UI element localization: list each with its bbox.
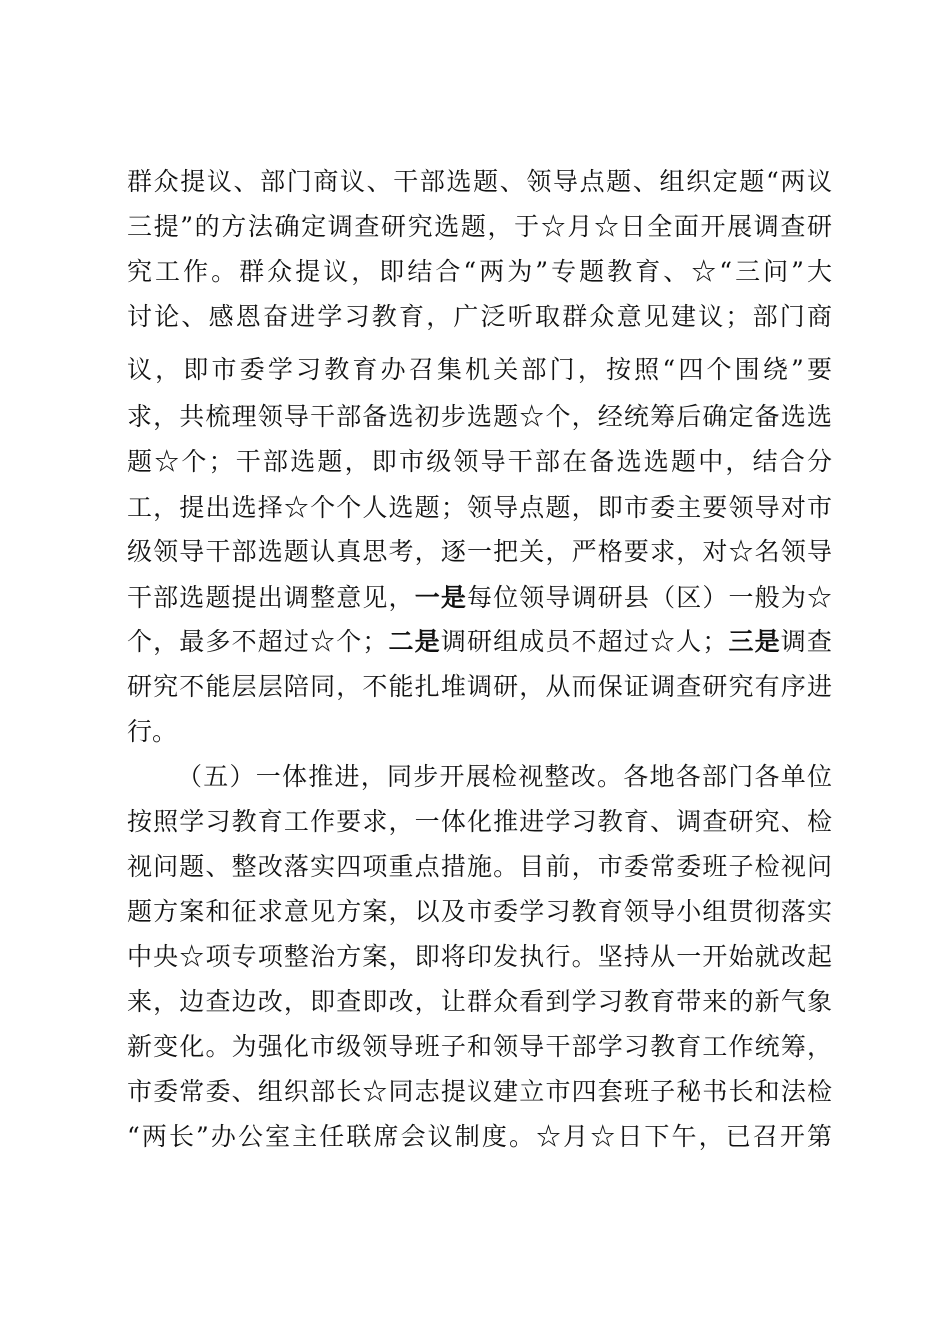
paragraph-1-line-4: 讨论、感恩奋进学习教育，广泛听取群众意见建议；部门商: [127, 302, 832, 331]
paragraph-1-line-13: 行。: [127, 717, 178, 746]
paragraph-1-line-3: 究工作。群众提议，即结合“两为”专题教育、☆“三问”大: [127, 257, 832, 286]
paragraph-1-line-11: 个，最多不超过☆个；二是调研组成员不超过☆人；三是调查: [127, 627, 832, 656]
paragraph-1-line-1: 群众提议、部门商议、干部选题、领导点题、组织定题“两议: [127, 167, 832, 196]
paragraph-1-line-12: 研究不能层层陪同，不能扎堆调研，从而保证调查研究有序进: [127, 672, 832, 701]
paragraph-2-line-4: 题方案和征求意见方案，以及市委学习教育领导小组贯彻落实: [127, 897, 832, 926]
paragraph-2-line-1: （五）一体推进，同步开展检视整改。各地各部门各单位: [177, 762, 832, 791]
paragraph-1-line-8: 工，提出选择☆个个人选题；领导点题，即市委主要领导对市: [127, 493, 832, 522]
paragraph-2-line-7: 新变化。为强化市级领导班子和领导干部学习教育工作统筹，: [127, 1032, 832, 1061]
paragraph-2-line-9: “两长”办公室主任联席会议制度。☆月☆日下午，已召开第: [127, 1122, 832, 1151]
paragraph-1-line-7: 题☆个；干部选题，即市级领导干部在备选选题中，结合分: [127, 447, 832, 476]
emphasis-first: 一是: [414, 583, 467, 612]
paragraph-2-line-5: 中央☆项专项整治方案，即将印发执行。坚持从一开始就改起: [127, 942, 832, 971]
paragraph-2-line-2: 按照学习教育工作要求，一体化推进学习教育、调查研究、检: [127, 807, 832, 836]
paragraph-1-line-10: 干部选题提出调整意见，一是每位领导调研县（区）一般为☆: [127, 583, 832, 612]
paragraph-2-line-6: 来，边查边改，即查即改，让群众看到学习教育带来的新气象: [127, 987, 832, 1016]
emphasis-second: 二是: [387, 627, 441, 656]
paragraph-1-line-6: 求，共梳理领导干部备选初步选题☆个，经统筹后确定备选选: [127, 402, 832, 431]
paragraph-1-line-9: 级领导干部选题认真思考，逐一把关，严格要求，对☆名领导: [127, 537, 832, 566]
emphasis-third: 三是: [727, 627, 781, 656]
paragraph-2-line-3: 视问题、整改落实四项重点措施。目前，市委常委班子检视问: [127, 852, 832, 881]
paragraph-1-line-2: 三提”的方法确定调查研究选题，于☆月☆日全面开展调查研: [127, 212, 832, 241]
paragraph-1-line-5: 议，即市委学习教育办召集机关部门，按照“四个围绕”要: [127, 355, 832, 384]
paragraph-2-line-8: 市委常委、组织部长☆同志提议建立市四套班子秘书长和法检: [127, 1077, 832, 1106]
